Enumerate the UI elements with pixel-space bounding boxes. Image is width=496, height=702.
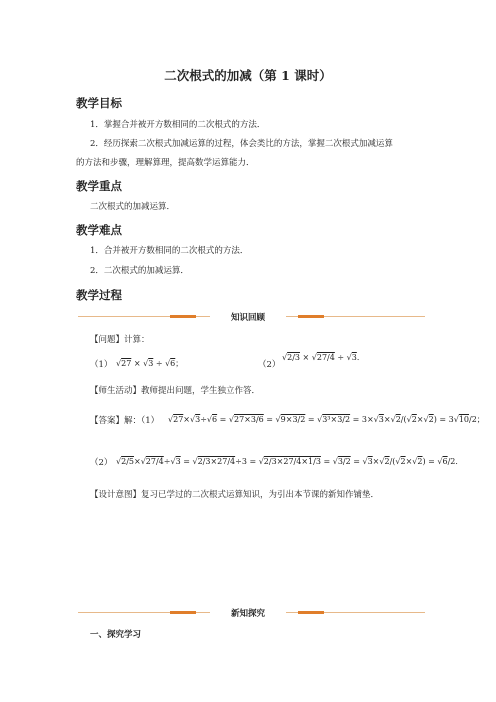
- q2-expression: √2/3 × √27/4 ÷ √3．: [282, 353, 365, 362]
- page-title: 二次根式的加减（第 1 课时）: [164, 68, 332, 83]
- heading-key: 教学重点: [76, 179, 122, 193]
- goal-2: 2．经历探索二次根式加减运算的过程，体会类比的方法，掌握二次根式加减运算: [90, 139, 393, 149]
- heading-process: 教学过程: [76, 288, 122, 302]
- divider-accent-left: [170, 315, 196, 318]
- key-point: 二次根式的加减运算．: [90, 202, 176, 212]
- goal-1: 1．掌握合并被开方数相同的二次根式的方法．: [90, 120, 266, 130]
- heading-difficulty: 教学难点: [76, 223, 122, 237]
- section-recall: 知识回顾: [210, 311, 286, 323]
- q1-expression: √27 × √3 ÷ √6；: [116, 359, 184, 368]
- divider-accent-left-2: [170, 611, 196, 614]
- sub-heading-explore: 一、探究学习: [90, 630, 142, 640]
- answer-1-expression: √27×√3÷√6 = √27×3/6 = √9×3/2 = √3³×3/2 = 3×√3×√2/(√2×√2) = 3√10/2；: [168, 415, 485, 424]
- answer-2-label: （2）: [90, 458, 113, 468]
- answer-2-expression: √2/5×√27/4÷√3 = √2/3×27/4÷3 = √2/3×27/4×1/3 = √3/2 = √3×√2/(√2×√2) = √6/2．: [116, 457, 464, 466]
- divider-accent-right: [298, 315, 324, 318]
- question-label: 【问题】计算：: [90, 335, 150, 345]
- answer-label: 【答案】解：（1）: [90, 416, 160, 426]
- difficulty-2: 2．二次根式的加减运算．: [90, 266, 189, 276]
- goal-2-cont: 的方法和步骤，理解算理，提高数学运算能力．: [76, 158, 255, 168]
- teacher-activity: 【师生活动】教师提出问题，学生独立作答．: [90, 386, 261, 396]
- heading-goal: 教学目标: [76, 96, 122, 110]
- divider-accent-right-2: [298, 611, 324, 614]
- difficulty-1: 1．合并被开方数相同的二次根式的方法．: [90, 246, 249, 256]
- section-explore: 新知探究: [210, 607, 286, 619]
- q1-label: （1）: [90, 360, 113, 370]
- design-intent: 【设计意图】复习已学过的二次根式运算知识，为引出本节课的新知作铺垫．: [90, 490, 380, 500]
- q2-label: （2）: [258, 360, 281, 370]
